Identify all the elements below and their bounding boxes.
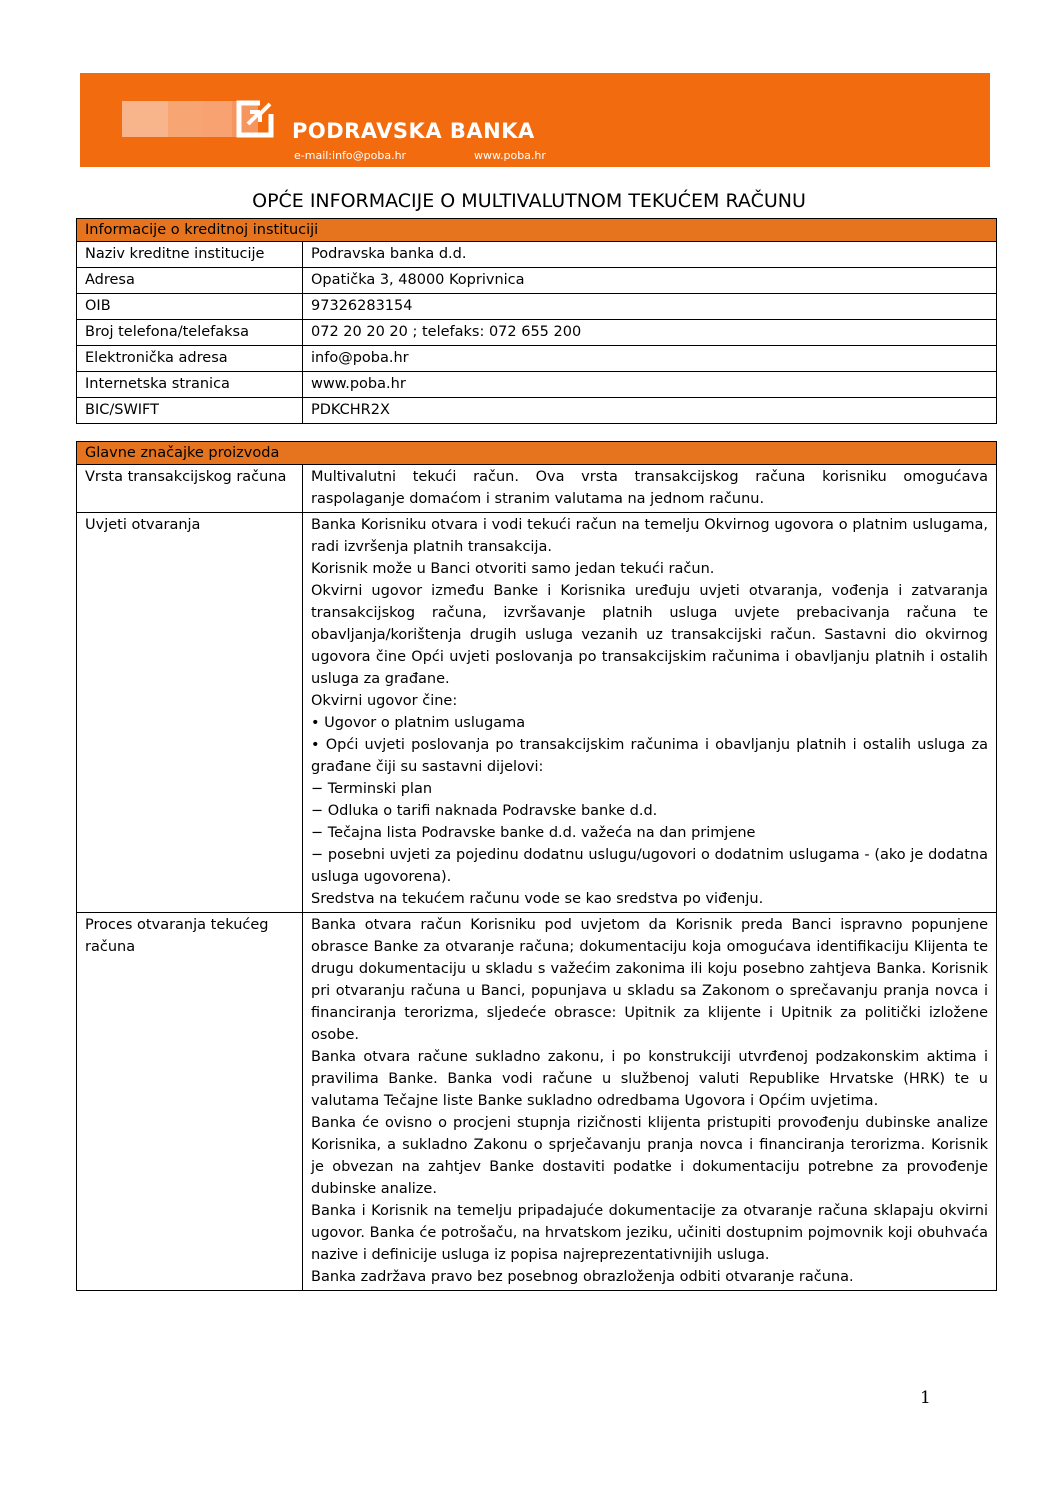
row-label: Internetska stranica (77, 372, 303, 398)
bank-logo-icon (236, 100, 274, 138)
paragraph: − posebni uvjeti za pojedinu dodatnu uslugu/ugovori o dodatnim uslugama - (ako je dodatna usluga ugovorena). (311, 847, 988, 885)
table-row (77, 513, 997, 913)
row-label: OIB (77, 294, 303, 320)
row-label: Naziv kreditne institucije (77, 242, 303, 268)
paragraph: Sredstva na tekućem računu vode se kao sredstva po viđenju. (311, 891, 764, 907)
decorative-square (168, 101, 202, 137)
row-value: www.poba.hr (303, 372, 997, 398)
row-label: Vrsta transakcijskog računa (77, 465, 303, 513)
table-header-row (77, 219, 997, 242)
paragraph: Banka i Korisnik na temelju pripadajuće dokumentacije za otvaranje računa sklapaju okvirni ugovor. Banka će potrošaču, na hrvatskom jeziku, učiniti dostupnim pojmovnik koji obuhvaća nazive i definicije usluga iz popisa najreprezentativnijih usluga. (311, 1203, 988, 1263)
paragraph: • Opći uvjeti poslovanja po transakcijskim računima i obavljanju platnih i ostalih usluga za građane čiji su sastavni dijelovi: (311, 737, 988, 775)
table-row (77, 372, 997, 398)
row-value: Opatička 3, 48000 Koprivnica (303, 268, 997, 294)
section-heading: Glavne značajke proizvoda (77, 442, 997, 465)
paragraph: Banka otvara račun Korisniku pod uvjetom da Korisnik preda Banci ispravno popunjene obrasce Banke za otvaranje računa; dokumentaciju koja omogućava identifikaciju Klijenta te drugu dokumentaciju u skladu s važećim zakonima ili koju posebno zahtjeva Banka. Korisnik pri otvaranju računa u Banci, popunjava u skladu sa Zakonom o sprečavanju pranja novca i financiranja terorizma, sljedeće obrasce: Upitnik za klijente i Upitnik za politički izložene osobe. (311, 917, 988, 1043)
paragraph: Banka zadržava pravo bez posebnog obrazloženja odbiti otvaranje računa. (311, 1269, 854, 1285)
row-value: 97326283154 (303, 294, 997, 320)
row-label: Proces otvaranja tekućeg računa (77, 913, 303, 1291)
row-label: Uvjeti otvaranja (77, 513, 303, 913)
paragraph: − Terminski plan (311, 781, 433, 797)
table-row (77, 268, 997, 294)
row-content (303, 465, 997, 513)
row-value: 072 20 20 20 ; telefaks: 072 655 200 (303, 320, 997, 346)
decorative-square (122, 101, 168, 137)
table-row (77, 242, 997, 268)
contact-line (294, 149, 546, 162)
paragraph: Okvirni ugovor između Banke i Korisnika uređuju uvjeti otvaranja, vođenja i zatvaranja transakcijskog računa, izvršavanje platnih usluga uvjete prebacivanja računa te obavljanja/korištenja drugih usluga vezanih uz transakcijski račun. Sastavni dio okvirnog ugovora čine Opći uvjeti poslovanja po transakcijskim računima i obavljanju platnih i ostalih usluga za građane. (311, 583, 988, 687)
table-header-row (77, 442, 997, 465)
table-row (77, 913, 997, 1291)
decorative-square (202, 101, 232, 137)
paragraph: Korisnik može u Banci otvoriti samo jedan tekući račun. (311, 561, 715, 577)
features-table (76, 441, 997, 1291)
table-row (77, 294, 997, 320)
header-email: e-mail:info@poba.hr (294, 149, 407, 162)
page-number: 1 (920, 1388, 931, 1408)
table-row (77, 398, 997, 424)
section-heading: Informacije o kreditnoj instituciji (77, 219, 997, 242)
paragraph: Banka Korisniku otvara i vodi tekući račun na temelju Okvirnog ugovora o platnim uslugama, radi izvršenja platnih transakcija. (311, 517, 988, 555)
row-value: info@poba.hr (303, 346, 997, 372)
row-content (303, 913, 997, 1291)
paragraph: − Odluka o tarifi naknada Podravske banke d.d. (311, 803, 658, 819)
row-label: Broj telefona/telefaksa (77, 320, 303, 346)
brand-name: PODRAVSKA BANKA (292, 119, 535, 143)
paragraph: Banka će ovisno o procjeni stupnja rizičnosti klijenta pristupiti provođenju dubinske analize Korisnika, a sukladno Zakonu o sprječavanju pranja novca i financiranja terorizma. Korisnik je obvezan na zahtjev Banke dostaviti podatke i dokumentaciju potrebne za provođenje dubinske analize. (311, 1115, 988, 1197)
paragraph: • Ugovor o platnim uslugama (311, 715, 526, 731)
header-web: www.poba.hr (474, 149, 546, 162)
row-value: Podravska banka d.d. (303, 242, 997, 268)
institution-table (76, 218, 997, 424)
paragraph: Multivalutni tekući račun. Ova vrsta transakcijskog računa korisniku omogućava raspolaganje domaćom i stranim valutama na jednom računu. (311, 469, 988, 507)
document-title: OPĆE INFORMACIJE O MULTIVALUTNOM TEKUĆEM RAČUNU (252, 190, 806, 212)
table-row (77, 465, 997, 513)
header-banner (80, 73, 990, 167)
paragraph: − Tečajna lista Podravske banke d.d. važeća na dan primjene (311, 825, 756, 841)
row-label: BIC/SWIFT (77, 398, 303, 424)
row-value: PDKCHR2X (303, 398, 997, 424)
row-label: Adresa (77, 268, 303, 294)
paragraph: Okvirni ugovor čine: (311, 693, 458, 709)
paragraph: Banka otvara račune sukladno zakonu, i po konstrukciji utvrđenoj podzakonskim aktima i pravilima Banke. Banka vodi račune u službenoj valuti Republike Hrvatske (HRK) te u valutama Tečajne liste Banke sukladno odredbama Ugovora i Općim uvjetima. (311, 1049, 988, 1109)
row-content (303, 513, 997, 913)
table-row (77, 320, 997, 346)
table-row (77, 346, 997, 372)
row-label: Elektronička adresa (77, 346, 303, 372)
